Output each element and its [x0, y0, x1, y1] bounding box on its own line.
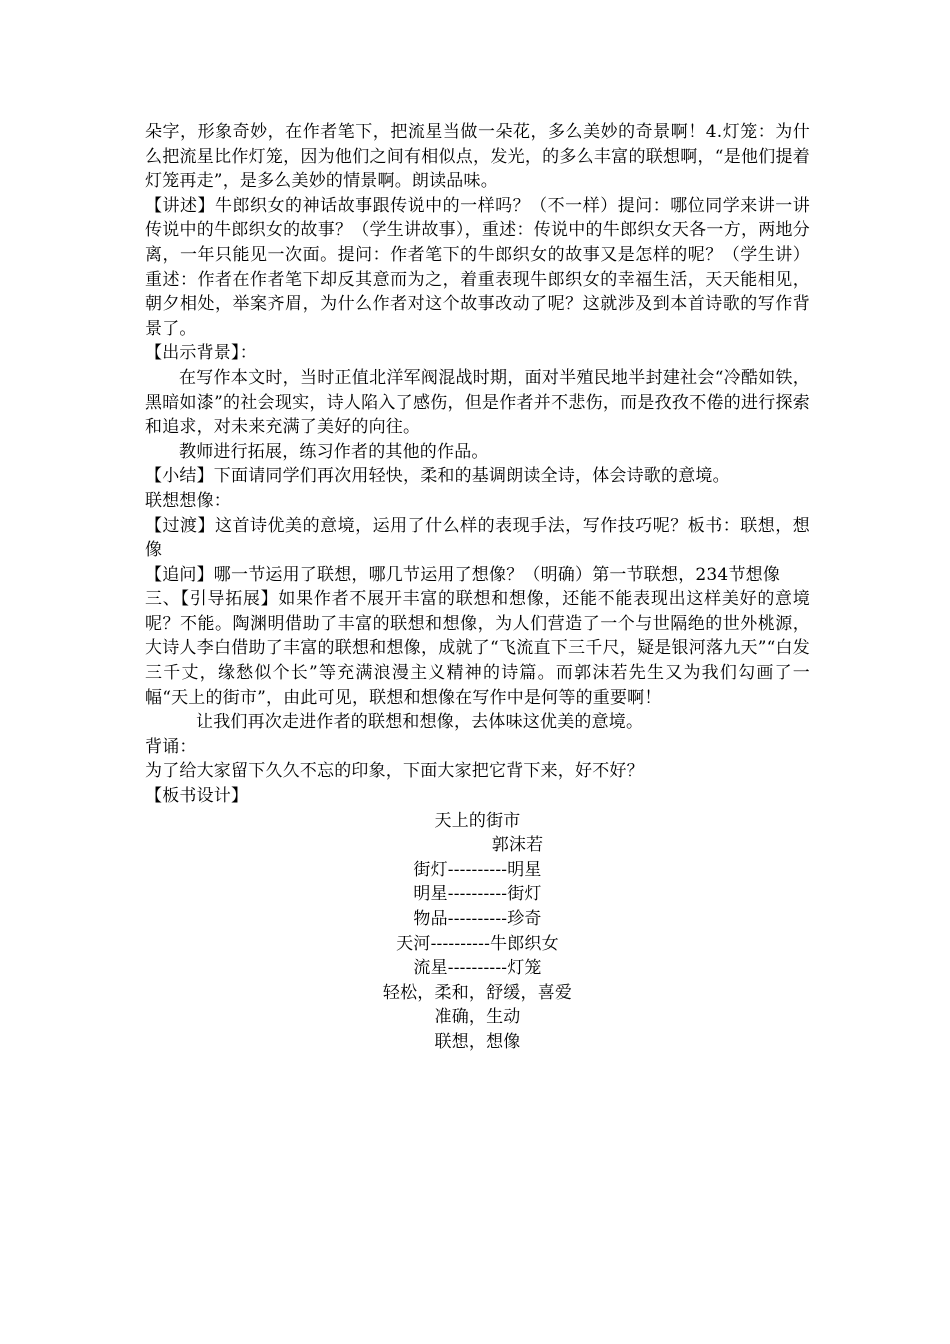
paragraph-extension: 教师进行拓展，练习作者的其他的作品。: [179, 441, 489, 462]
board-line: 联想，想像: [434, 1031, 521, 1052]
board-line: 轻松，柔和，舒缓，喜爱: [382, 982, 573, 1003]
paragraph-invitation: 让我们再次走进作者的联想和想像，去体味这优美的意境。: [196, 712, 644, 733]
paragraph-background: 在写作本文时，当时正值北洋军阀混战时期，面对半殖民地半封建社会“冷酷如铁，黑暗如漆”的社会现实，诗人陷入了感伤，但是作者并不悲伤，而是孜孜不倦的进行探索和追求，对未来充满了美好的向往。: [145, 367, 810, 438]
paragraph-recitation-heading: 背诵：: [145, 736, 197, 757]
document-body: [145, 120, 810, 1055]
board-author: 郭沫若: [491, 835, 544, 856]
paragraph-continuation: 朵字，形象奇妙，在作者笔下，把流星当做一朵花，多么美妙的奇景啊！4.灯笼：为什么把流星比作灯笼，因为他们之间有相似点，发光，的多么丰富的联想啊，“是他们提着灯笼再走”，是多么美妙的情景啊。朗读品味。: [145, 122, 810, 192]
paragraph-narration: 【讲述】牛郎织女的神话故事跟传说中的一样吗？（不一样）提问：哪位同学来讲一讲传说中的牛郎织女的故事？（学生讲故事），重述：传说中的牛郎织女天各一方，两地分离，一年只能见一次面。提问：作者笔下的牛郎织女的故事又是怎样的呢？（学生讲）重述：作者在作者笔下却反其意而为之，着重表现牛郎织女的幸福生活，天天能相见，朝夕相处，举案齐眉，为什么作者对这个故事改动了呢？这就涉及到本首诗歌的写作背景了。: [145, 195, 810, 339]
paragraph-board-heading: 【板书设计】: [145, 786, 249, 807]
paragraph-transition: 【过渡】这首诗优美的意境，运用了什么样的表现手法，写作技巧呢？板书：联想，想像: [145, 515, 810, 561]
paragraph-recitation: 为了给大家留下久久不忘的印象，下面大家把它背下来，好不好？: [145, 761, 644, 782]
board-line: 天河----------牛郎织女: [396, 933, 559, 954]
paragraph-association-heading: 联想想像：: [145, 490, 231, 511]
board-line: 明星----------街灯: [413, 884, 542, 905]
paragraph-guided-extension: 三、【引导拓展】如果作者不展开丰富的联想和想像，还能不能表现出这样美好的意境呢？不能。陶渊明借助了丰富的联想和想像，为人们营造了一个与世隔绝的世外桃源，大诗人李白借助了丰富的联想和想像，成就了“飞流直下三千尺，疑是银河落九天”“白发三千丈，缘愁似个长”等充满浪漫主义精神的诗篇。而郭沫若先生又为我们勾画了一幅“天上的街市”，由此可见，联想和想像在写作中是何等的重要啊！: [145, 589, 810, 708]
board-line: 准确，生动: [434, 1007, 521, 1028]
paragraph-background-heading: 【出示背景】：: [145, 343, 257, 364]
board-line: 物品----------珍奇: [413, 909, 542, 929]
board-line: 街灯----------明星: [413, 859, 542, 880]
paragraph-followup-question: 【追问】哪一节运用了联想，哪几节运用了想像？（明确）第一节联想，234节想像: [145, 564, 781, 585]
board-design: [145, 809, 810, 1055]
paragraph-summary: 【小结】下面请同学们再次用轻快，柔和的基调朗读全诗，体会诗歌的意境。: [145, 466, 730, 487]
board-line: 流星----------灯笼: [413, 958, 542, 979]
board-title: 天上的街市: [434, 810, 521, 831]
